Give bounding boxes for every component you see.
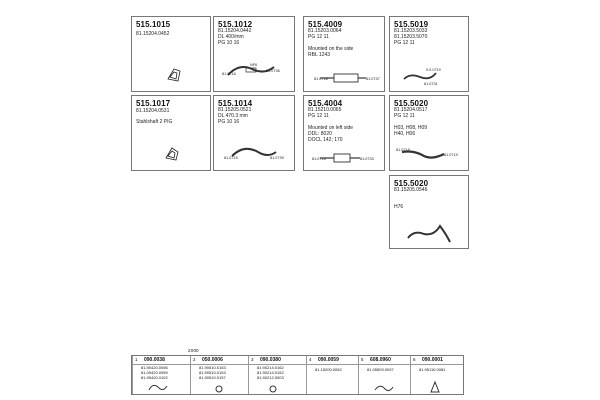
accessory-cell[interactable]	[132, 356, 190, 394]
accessory-cell[interactable]	[248, 356, 306, 394]
part-spec: DL 470.3 mm	[218, 113, 248, 119]
connector-label: 81.0736	[266, 69, 280, 73]
clamp-icon	[133, 356, 191, 396]
connector-label: 81.0737	[366, 77, 380, 81]
cell-part-number: 81.95503.0097	[367, 367, 394, 372]
bracket-icon	[411, 356, 464, 396]
cell-number: 1	[135, 357, 138, 362]
gasket-icon	[132, 96, 212, 172]
part-spec: PG 10 16	[218, 119, 240, 125]
cell-part-number: 81.90510.0157	[199, 375, 226, 380]
exhaust-pipe-icon	[214, 17, 296, 93]
part-note: Mounted on the side	[308, 46, 354, 52]
cell-number: 2	[193, 357, 196, 362]
cell-code: 090.0038	[144, 357, 165, 363]
part-spec: 81.15203.5070	[394, 34, 428, 40]
part-spec: 81.15203.0064	[308, 28, 342, 34]
connector-label: 81.0716	[312, 157, 326, 161]
part-spec: 81.15204.0517	[394, 107, 428, 113]
part-note: DOCL 142; 170	[308, 137, 343, 143]
cell-part-number: 81.95110.0081	[419, 367, 446, 372]
connector-label: 81.0731	[424, 82, 438, 86]
part-code: 515.4004	[308, 99, 343, 108]
part-card-515-4004[interactable]	[303, 95, 385, 171]
accessory-cell[interactable]	[190, 356, 248, 394]
part-code: 515.1012	[218, 20, 253, 29]
accessory-cell[interactable]	[410, 356, 463, 394]
silencer-icon	[304, 96, 386, 172]
cell-part-number: 81.90510.0153	[199, 370, 226, 375]
part-spec: 81.15210.0065	[308, 107, 342, 113]
gasket-icon	[132, 17, 212, 93]
connector-label: 81.0739	[270, 156, 284, 160]
connector-label: 81.0716	[222, 72, 236, 76]
cell-number: 5	[361, 357, 364, 362]
part-card-515-1012[interactable]	[213, 16, 295, 92]
part-spec: 81.15203.5033	[394, 28, 428, 34]
exhaust-pipe-icon	[214, 96, 296, 172]
accessory-cell[interactable]	[358, 356, 410, 394]
part-card-515-1014[interactable]	[213, 95, 295, 171]
cell-part-number: 81.90214.0162	[257, 365, 284, 370]
part-note: H03, H08, H09	[394, 125, 428, 131]
cell-part-number: 81.90214.0152	[257, 370, 284, 375]
connector-label: 0.0.0719	[426, 68, 441, 72]
cell-part-number: 81.90212.0003	[257, 375, 284, 380]
part-card-515-1017[interactable]	[131, 95, 211, 171]
part-spec: 81.15205.0521	[218, 107, 252, 113]
cell-number: 4	[309, 357, 312, 362]
part-spec: DL 400/mm	[218, 34, 244, 40]
part-spec: PG 12 11	[308, 113, 329, 119]
cell-number: 6	[413, 357, 416, 362]
part-spec: PG 10 16	[218, 40, 240, 46]
part-note: Mounted on left side	[308, 125, 354, 131]
cell-part-number: 81.90510.0153	[199, 365, 226, 370]
exhaust-pipe-icon	[390, 17, 470, 93]
cell-code: 608.0960	[370, 357, 391, 363]
exhaust-pipe-icon	[390, 96, 470, 172]
part-code: 515.5020	[394, 179, 429, 188]
part-note: Stahlshaft 2 PIG	[136, 119, 173, 125]
part-spec: 81.15204.0452	[136, 31, 170, 37]
part-spec: PG 12 11	[308, 34, 329, 40]
cell-code: 090.0380	[260, 357, 281, 363]
bolt-icon	[191, 356, 249, 396]
connector-label: 81.0733	[360, 157, 374, 161]
cell-part-number: 81.09420.0059	[141, 370, 168, 375]
part-spec: 81.15204.0442	[218, 28, 252, 34]
accessory-strip	[131, 355, 464, 395]
part-spec: 81.15204.0531	[136, 108, 170, 114]
part-code: 515.1014	[218, 99, 253, 108]
exhaust-pipe-icon	[390, 176, 470, 250]
part-code: 515.5019	[394, 20, 429, 29]
part-card-515-1015[interactable]	[131, 16, 211, 92]
cell-part-number: 81.95420.0102	[141, 375, 168, 380]
part-card-515-5020-b[interactable]	[389, 175, 469, 249]
silencer-icon	[304, 17, 386, 93]
connector-label: 81.0715	[224, 156, 238, 160]
cell-number: 3	[251, 357, 254, 362]
part-note: H40, H06	[394, 131, 416, 137]
part-code: 515.1015	[136, 20, 171, 29]
part-note: DDL: 8020	[308, 131, 332, 137]
clamp-icon	[359, 356, 411, 396]
cell-part-number: 81.90420.0056	[141, 365, 168, 370]
part-code: 515.4009	[308, 20, 343, 29]
connector-label: 81.0718	[396, 148, 410, 152]
part-note: RBL 1243	[308, 52, 331, 58]
connector-label: 81.0719	[444, 153, 458, 157]
cell-part-number: 81.15200.0052	[315, 367, 342, 372]
part-spec: 81.15205.0546	[394, 187, 428, 193]
strip-heading: 2X00	[188, 348, 199, 353]
connector-label: NF6	[250, 63, 258, 67]
part-spec: PG 12 11	[394, 40, 415, 46]
part-card-515-4009[interactable]	[303, 16, 385, 92]
cell-code: 050.0006	[202, 357, 223, 363]
part-card-515-5019[interactable]	[389, 16, 469, 92]
cell-code: 090.0059	[318, 357, 339, 363]
part-spec: PG 12 11	[394, 113, 415, 119]
cell-code: 090.0001	[422, 357, 443, 363]
part-card-515-5020[interactable]	[389, 95, 469, 171]
part-code: 515.1017	[136, 99, 171, 108]
nut-icon	[249, 356, 307, 396]
connector-label: 81.0718	[314, 77, 328, 81]
accessory-cell[interactable]	[306, 356, 358, 394]
part-note: H76	[394, 204, 404, 210]
part-code: 515.5020	[394, 99, 429, 108]
